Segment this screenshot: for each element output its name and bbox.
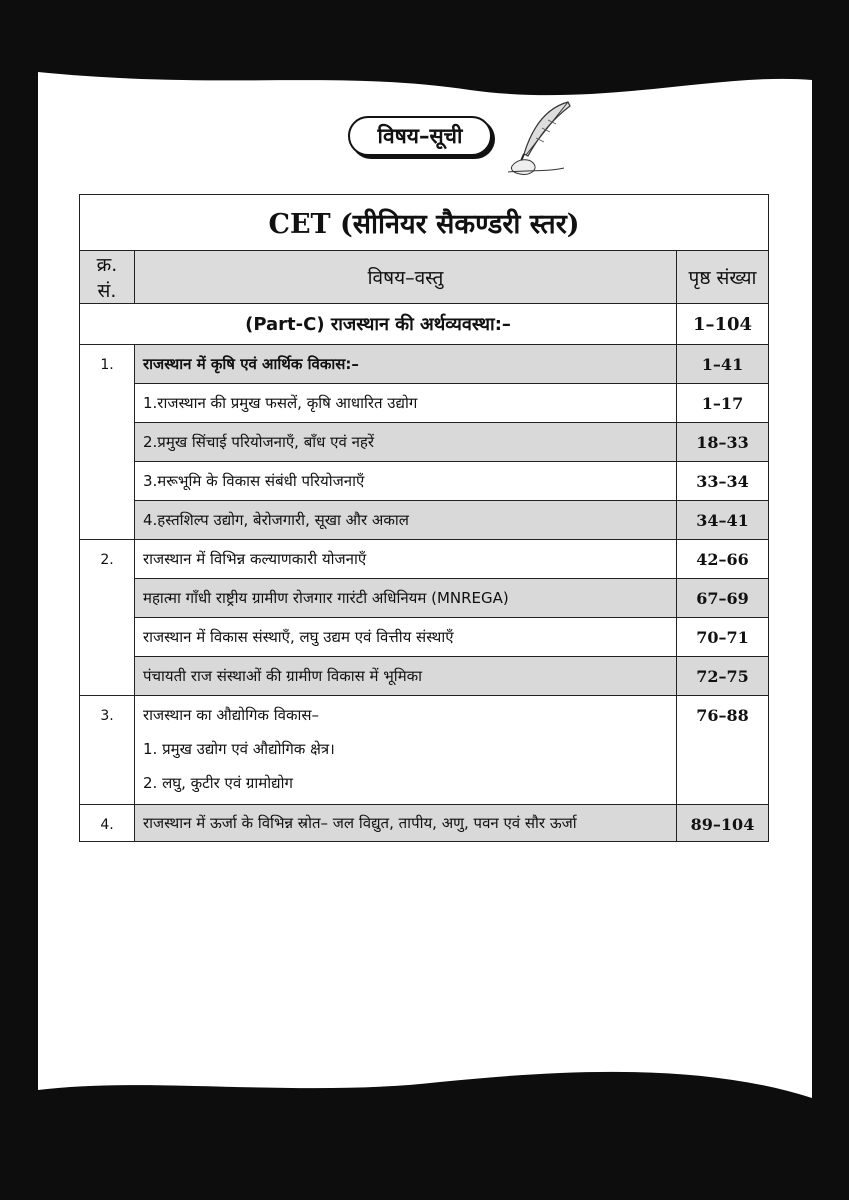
title-area <box>340 110 590 180</box>
serial-number: 1. <box>80 345 135 540</box>
pages-cell: 76–88 <box>677 696 769 805</box>
pages-cell: 1–17 <box>677 384 769 423</box>
topic-line: राजस्थान का औद्योगिक विकास– <box>143 706 319 724</box>
contents-table <box>79 194 769 842</box>
topic-line: 2. लघु, कुटीर एवं ग्रामोद्योग <box>143 774 293 792</box>
topic-cell: 3.मरूभूमि के विकास संबंधी परियोजनाएँ <box>135 462 677 501</box>
quill-pen-icon <box>506 98 576 178</box>
table-row <box>80 805 769 842</box>
table-row <box>80 540 769 579</box>
pages-cell: 70–71 <box>677 618 769 657</box>
pages-cell: 18–33 <box>677 423 769 462</box>
column-header-pages: पृष्ठ संख्या <box>677 251 769 304</box>
topic-line: 1. प्रमुख उद्योग एवं औद्योगिक क्षेत्र। <box>143 740 335 758</box>
topic-cell: 2.प्रमुख सिंचाई परियोजनाएँ, बाँध एवं नहरें <box>135 423 677 462</box>
table-row <box>80 618 769 657</box>
table-row <box>80 423 769 462</box>
pages-cell: 89–104 <box>677 805 769 842</box>
topic-cell: राजस्थान में ऊर्जा के विभिन्न स्रोत– जल विद्युत, तापीय, अणु, पवन एवं सौर ऊर्जा <box>135 805 677 842</box>
serial-number: 3. <box>80 696 135 805</box>
topic-cell: राजस्थान में विकास संस्थाएँ, लघु उद्यम एवं वित्तीय संस्थाएँ <box>135 618 677 657</box>
topic-cell: 1.राजस्थान की प्रमुख फसलें, कृषि आधारित उद्योग <box>135 384 677 423</box>
topic-cell: 4.हस्तशिल्प उद्योग, बेरोजगारी, सूखा और अकाल <box>135 501 677 540</box>
topic-cell: पंचायती राज संस्थाओं की ग्रामीण विकास में भूमिका <box>135 657 677 696</box>
pages-cell: 42–66 <box>677 540 769 579</box>
column-header-serial: क्र. सं. <box>80 251 135 304</box>
topic-cell: महात्मा गाँधी राष्ट्रीय ग्रामीण रोजगार गारंटी अधिनियम (MNREGA) <box>135 579 677 618</box>
pages-cell: 1–41 <box>677 345 769 384</box>
topic-cell: राजस्थान में कृषि एवं आर्थिक विकास:– <box>135 345 677 384</box>
table-row <box>80 384 769 423</box>
pages-cell: 33–34 <box>677 462 769 501</box>
pages-cell: 34–41 <box>677 501 769 540</box>
part-pages: 1–104 <box>677 304 769 345</box>
topic-cell: राजस्थान में विभिन्न कल्याणकारी योजनाएँ <box>135 540 677 579</box>
table-row <box>80 579 769 618</box>
part-label: (Part-C) राजस्थान की अर्थव्यवस्था:– <box>80 304 677 345</box>
table-row <box>80 657 769 696</box>
serial-number: 2. <box>80 540 135 696</box>
serial-number: 4. <box>80 805 135 842</box>
topic-cell <box>135 696 677 805</box>
table-row <box>80 696 769 805</box>
table-row <box>80 501 769 540</box>
pages-cell: 67–69 <box>677 579 769 618</box>
table-row <box>80 462 769 501</box>
column-header-topic: विषय–वस्तु <box>135 251 677 304</box>
page-title: विषय–सूची <box>348 116 492 156</box>
table-row <box>80 345 769 384</box>
pages-cell: 72–75 <box>677 657 769 696</box>
table-main-title: CET (सीनियर सैकण्डरी स्तर) <box>80 195 769 251</box>
